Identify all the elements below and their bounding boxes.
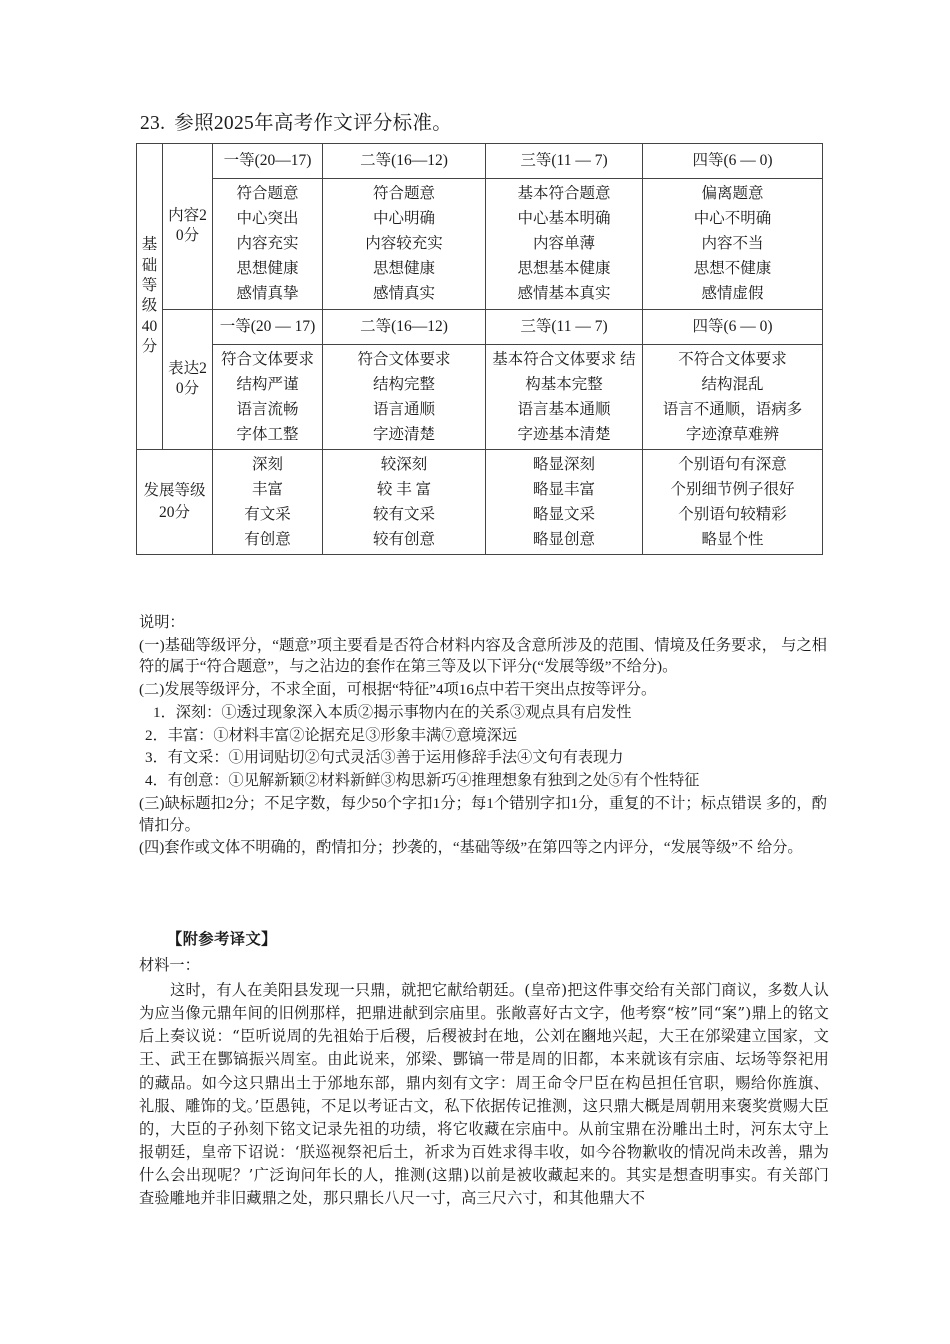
note-list-item-1: 1．深刻：①透过现象深入本质②揭示事物内在的关系③观点具有启发性 <box>153 703 632 721</box>
header-cell-expr-grade4: 四等(6 — 0) <box>643 309 823 344</box>
translation-material-label: 材料一： <box>139 956 200 975</box>
row-label-content <box>163 144 213 310</box>
development-cell-grade3: 略显深刻 略显丰富 略显文采 略显创意 <box>486 449 643 554</box>
development-cell-grade1: 深刻 丰富 有文采 有创意 <box>213 449 323 554</box>
header-cell-expr-grade1: 一等(20 — 17) <box>213 309 323 344</box>
header-cell-expr-grade3: 三等(11 — 7) <box>486 309 643 344</box>
content-cell-grade2: 符合题意 中心明确 内容较充实 思想健康 感情真实 <box>323 179 486 310</box>
page-title <box>140 107 452 135</box>
expression-cell-grade2: 符合文体要求 结构完整 语言通顺 字迹清楚 <box>323 344 486 449</box>
content-cell-grade3: 基本符合题意 中心基本明确 内容单薄 思想基本健康 感情基本真实 <box>486 179 643 310</box>
notes-title: 说明： <box>139 614 185 631</box>
note-paragraph-1: (一)基础等级评分，“题意”项主要看是否符合材料内容及含意所涉及的范围、情境及任务要求， 与之相符的属于“符合题意”，与之沾边的套作在第三等及以下评分(“发展等级”不给分)。 <box>139 636 827 676</box>
row-label-expression <box>163 309 213 449</box>
translation-title: 【附参考译文】 <box>167 930 277 948</box>
note-paragraph-3: (三)缺标题扣2分；不足字数，每少50个字扣1分；每1个错别字扣1分，重复的不计；标点错误 多的，酌情扣分。 <box>139 794 827 834</box>
development-cell-grade4: 个别语句有深意 个别细节例子很好 个别语句较精彩 略显个性 <box>643 449 823 554</box>
note-list-item-3: 3．有文采：①用词贴切②句式灵活③善于运用修辞手法④文句有表现力 <box>145 749 624 767</box>
question-number: 23. <box>140 113 166 134</box>
row-label-development-text: 发展等级20分 <box>143 481 206 522</box>
development-cell-grade2: 较深刻 较 丰 富 较有文采 较有创意 <box>323 449 486 554</box>
content-cell-grade1: 符合题意 中心突出 内容充实 思想健康 感情真挚 <box>213 179 323 310</box>
row-label-basic-text: 基础等级40分 <box>141 236 158 356</box>
table-row <box>137 344 823 449</box>
expression-cell-grade3: 基本符合文体要求 结构基本完整 语言基本通顺 字迹基本清楚 <box>486 344 643 449</box>
header-cell-grade1: 一等(20—17) <box>213 144 323 179</box>
note-paragraph-4: (四)套作或文体不明确的，酌情扣分；抄袭的，“基础等级”在第四等之内评分，“发展等级”不 给分。 <box>139 839 803 857</box>
table-row <box>137 309 823 344</box>
expression-cell-grade1: 符合文体要求 结构严谨 语言流畅 字体工整 <box>213 344 323 449</box>
note-list-item-2: 2．丰富：①材料丰富②论据充足③形象丰满⑦意境深远 <box>145 726 518 744</box>
content-cell-grade4: 偏离题意 中心不明确 内容不当 思想不健康 感情虚假 <box>643 179 823 310</box>
table-row <box>137 144 823 179</box>
row-label-content-text: 内容20分 <box>168 206 207 245</box>
scoring-notes <box>139 612 827 860</box>
expression-cell-grade4: 不符合文体要求 结构混乱 语言不通顺，语病多 字迹潦草难辨 <box>643 344 823 449</box>
row-label-basic <box>137 144 163 450</box>
row-label-development <box>137 449 213 554</box>
note-list-item-4: 4．有创意：①见解新颖②材料新鲜③构思新巧④推理想象有独到之处⑤有个性特征 <box>145 772 700 790</box>
translation-body: 这时，有人在美阳县发现一只鼎，就把它献给朝廷。(皇帝)把这件事交给有关部门商议，多数人认为应当像元鼎年间的旧例那样，把鼎进献到宗庙里。张敞喜好古文字，他考察“桉”同“案”)鼎上的铭文后上奏议说：“臣听说周的先祖始于后稷，后稷被封在地，公刘在豳地兴起，大王在邠梁建立国家，文王、武王在酆镐振兴周室。由此说来，邠梁、酆镐一带是周的旧都，本来就该有宗庙、坛场等祭祀用的藏品。如今这只鼎出土于邠地东部，鼎内刻有文字：周王命令尸臣在构邑担任官职，赐给你旌旗、礼服、雕饰的戈。’臣愚钝，不足以考证古文，私下依据传记推测，这只鼎大概是周朝用来褒奖赏赐大臣的，大臣的子孙刻下铭文记录先祖的功绩，将它收藏在宗庙中。从前宝鼎在汾雕出土时，河东太守上报朝廷，皇帝下诏说：‘朕巡视祭祀后土，祈求为百姓求得丰收，如今谷物歉收的情况尚未改善，鼎为什么会出现呢？’广泛询问年长的人，推测(这鼎)以前是被收藏起来的。其实是想查明事实。有关部门查验雕地并非旧藏鼎之处，那只鼎长八尺一寸，高三尺六寸，和其他鼎大不 <box>139 981 829 1208</box>
reference-translation-section <box>139 928 829 1210</box>
note-paragraph-2: (二)发展等级评分，不求全面，可根据“特征”4项16点中若干突出点按等评分。 <box>139 681 657 699</box>
row-label-expression-text: 表达20分 <box>168 359 207 398</box>
table-row <box>137 179 823 310</box>
header-cell-grade2: 二等(16—12) <box>323 144 486 179</box>
header-cell-grade3: 三等(11 — 7) <box>486 144 643 179</box>
table-row <box>137 449 823 554</box>
header-cell-grade4: 四等(6 — 0) <box>643 144 823 179</box>
header-cell-expr-grade2: 二等(16—12) <box>323 309 486 344</box>
question-text: 参照2025年高考作文评分标准。 <box>174 113 453 134</box>
scoring-rubric-table <box>136 143 823 555</box>
